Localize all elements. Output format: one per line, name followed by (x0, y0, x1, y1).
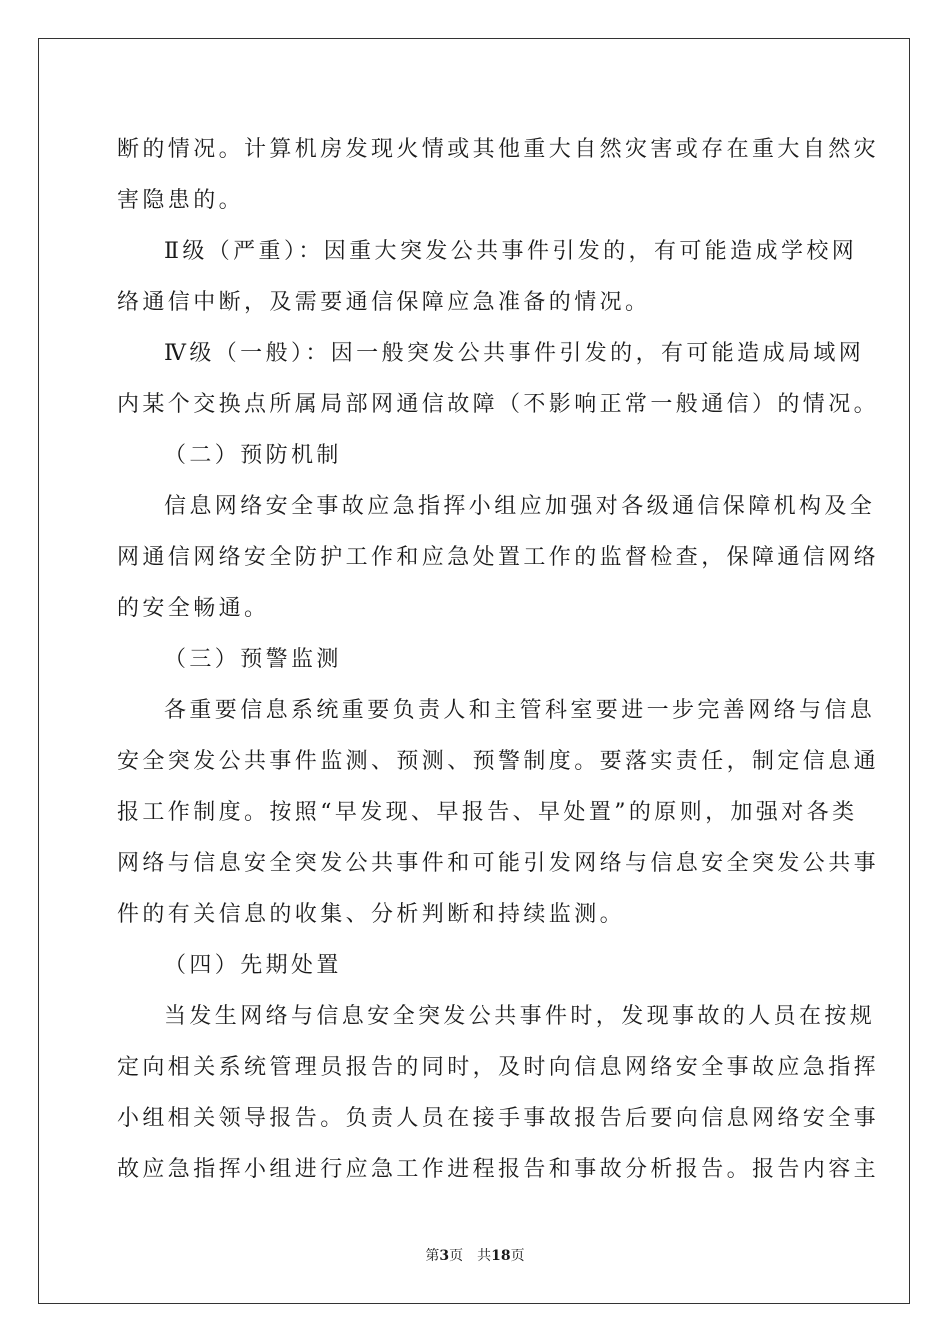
paragraph-line: 网络与信息安全突发公共事件和可能引发网络与信息安全突发公共事 (117, 851, 880, 876)
total-prefix: 共 (477, 1248, 492, 1264)
paragraph-line: 络通信中断，及需要通信保障应急准备的情况。 (117, 290, 651, 315)
document-body (117, 124, 880, 1195)
paragraph-line: 当发生网络与信息安全突发公共事件时，发现事故的人员在按规 (164, 1004, 876, 1029)
total-suffix: 页 (510, 1248, 525, 1264)
page-footer (0, 1245, 950, 1265)
page-prefix: 第 (425, 1248, 440, 1264)
paragraph-line: 件的有关信息的收集、分析判断和持续监测。 (117, 902, 626, 927)
paragraph-line: 各重要信息系统重要负责人和主管科室要进一步完善网络与信息 (164, 698, 876, 723)
paragraph-line: 小组相关领导报告。负责人员在接手事故报告后要向信息网络安全事 (117, 1106, 880, 1131)
level-ii-line: Ⅱ级（严重）：因重大突发公共事件引发的，有可能造成学校网 (164, 239, 858, 264)
paragraph-line: 信息网络安全事故应急指挥小组应加强对各级通信保障机构及全 (164, 494, 876, 519)
page-suffix: 页 (449, 1248, 464, 1264)
paragraph-line: 断的情况。计算机房发现火情或其他重大自然灾害或存在重大自然灾 (117, 137, 880, 162)
paragraph-line: 害隐患的。 (117, 188, 245, 213)
paragraph-line: 报工作制度。按照“早发现、早报告、早处置”的原则，加强对各类 (117, 800, 858, 825)
page-number: 3 (439, 1248, 450, 1264)
level-iv-line: Ⅳ级（一般）：因一般突发公共事件引发的，有可能造成局域网 (164, 341, 865, 366)
total-number: 18 (491, 1248, 511, 1264)
paragraph-line: 的安全畅通。 (117, 596, 270, 621)
paragraph-line: 网通信网络安全防护工作和应急处置工作的监督检查，保障通信网络 (117, 545, 880, 570)
section-heading-prevention: （二）预防机制 (164, 443, 342, 468)
paragraph-line: 内某个交换点所属局部网通信故障（不影响正常一般通信）的情况。 (117, 392, 880, 417)
paragraph-line: 定向相关系统管理员报告的同时，及时向信息网络安全事故应急指挥 (117, 1055, 880, 1080)
paragraph-line: 安全突发公共事件监测、预测、预警制度。要落实责任，制定信息通 (117, 749, 880, 774)
section-heading-initial-response: （四）先期处置 (164, 953, 342, 978)
paragraph-line: 故应急指挥小组进行应急工作进程报告和事故分析报告。报告内容主 (117, 1157, 880, 1182)
section-heading-monitoring: （三）预警监测 (164, 647, 342, 672)
